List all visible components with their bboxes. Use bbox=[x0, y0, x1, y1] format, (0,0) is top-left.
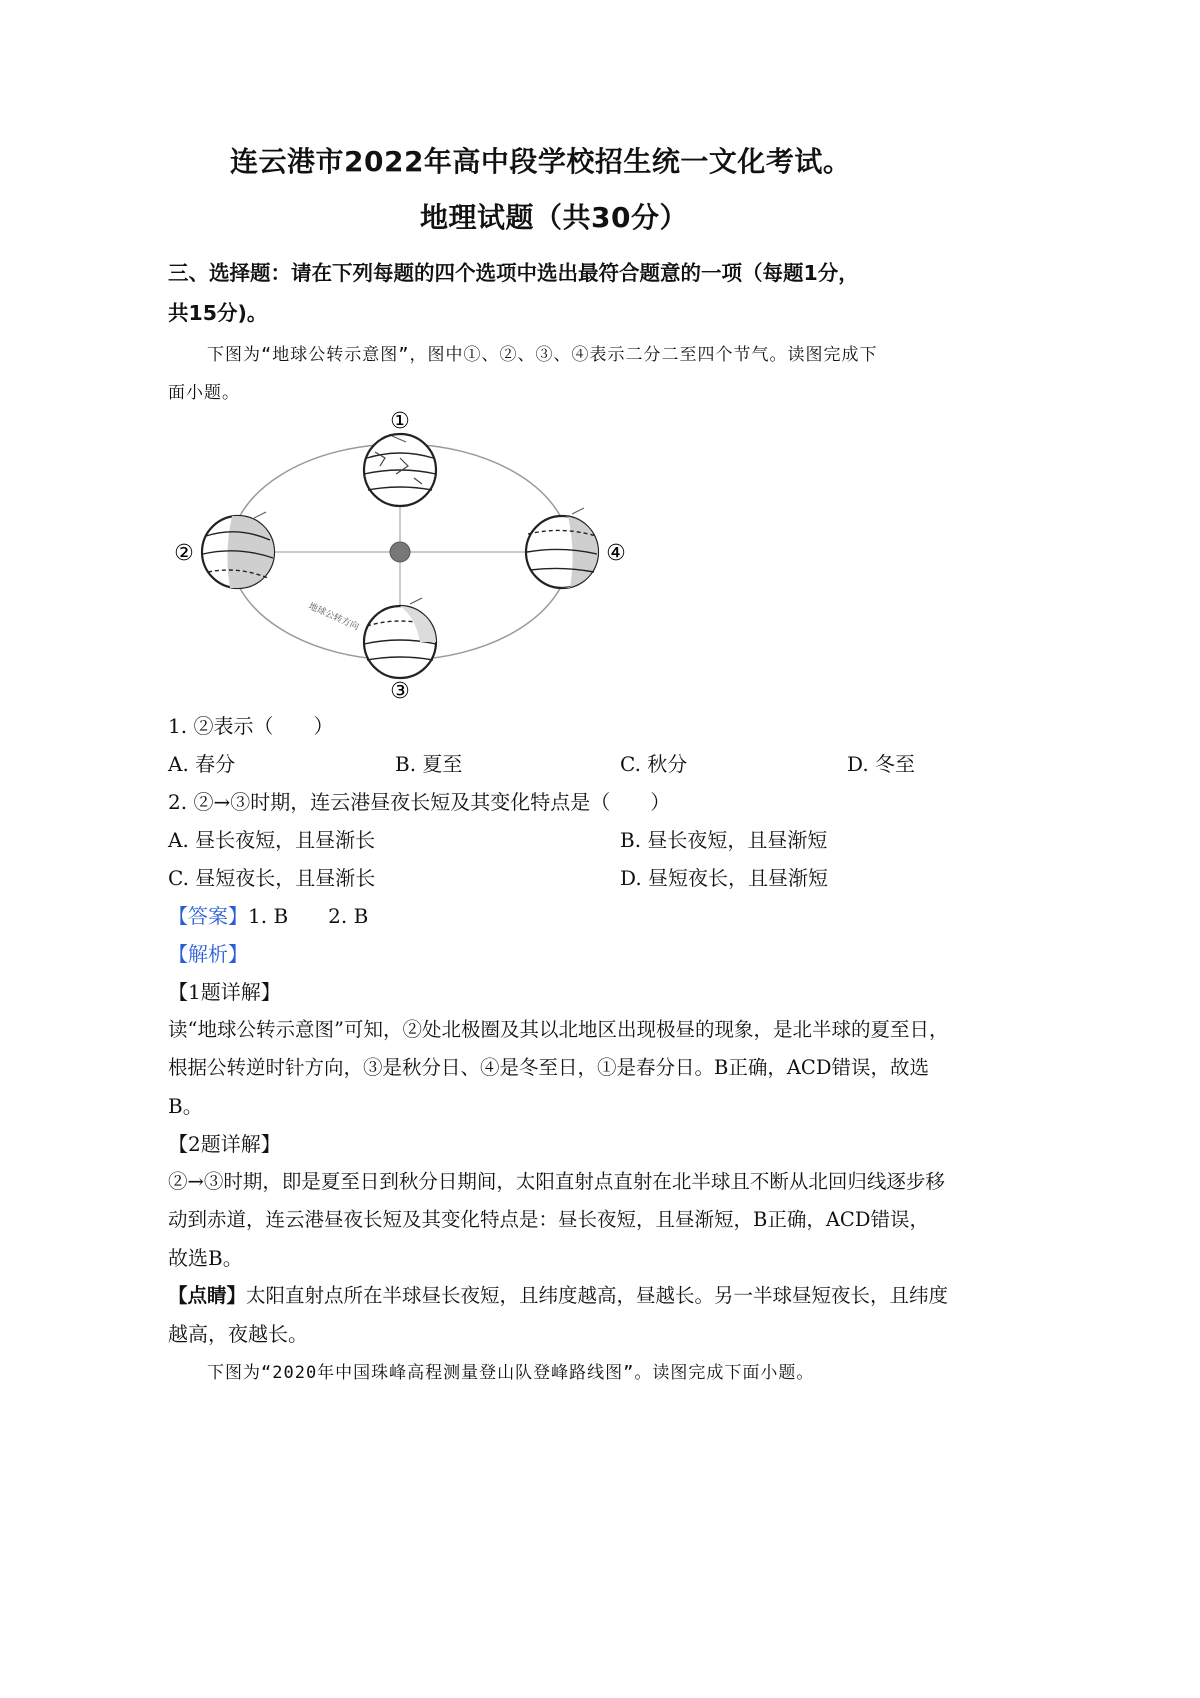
answer-line bbox=[168, 900, 368, 929]
intro2-line1: 下图为“2020年中国珠峰高程测量登山队登峰路线图”。读图完成下面小题。 bbox=[207, 1363, 815, 1383]
answer-tag: 【答案】 bbox=[168, 904, 248, 928]
globe-2 bbox=[202, 512, 274, 588]
orbit-direction-label: 地球公转方向 bbox=[306, 601, 361, 633]
tip-tag: 【点睛】 bbox=[168, 1284, 247, 1307]
globe-1 bbox=[364, 434, 436, 506]
globe-3 bbox=[364, 598, 436, 678]
q2-stem: 2. ②→③时期，连云港昼夜长短及其变化特点是（ ） bbox=[168, 790, 671, 814]
intro1-line1: 下图为“地球公转示意图”，图中①、②、③、④表示二分二至四个节气。读图完成下 bbox=[207, 345, 878, 365]
detail1-line1: 读“地球公转示意图”可知，②处北极圈及其以北地区出现极昼的现象，是北半球的夏至日， bbox=[168, 1018, 949, 1041]
figure-label-1: ① bbox=[390, 409, 410, 434]
detail2-line2: 动到赤道，连云港昼夜长短及其变化特点是：昼长夜短，且昼渐短，B正确，ACD错误， bbox=[168, 1208, 929, 1231]
detail2-title: 【2题详解】 bbox=[168, 1132, 281, 1156]
detail2-line3: 故选B。 bbox=[168, 1246, 243, 1270]
q1-stem: 1. ②表示（ ） bbox=[168, 714, 334, 738]
exam-title: 连云港市2022年高中段学校招生统一文化考试。 bbox=[230, 145, 852, 178]
figure-label-2: ② bbox=[174, 541, 194, 566]
figure-label-3: ③ bbox=[390, 679, 410, 704]
q2-option-d: D. 昼短夜长，且昼渐短 bbox=[620, 866, 829, 890]
q1-option-b: B. 夏至 bbox=[395, 752, 463, 776]
q2-option-a: A. 昼长夜短，且昼渐长 bbox=[168, 828, 376, 852]
tip-line2: 越高，夜越长。 bbox=[168, 1322, 308, 1346]
analysis-tag: 【解析】 bbox=[168, 942, 248, 966]
intro1-line2: 面小题。 bbox=[168, 383, 240, 403]
q1-option-c: C. 秋分 bbox=[620, 752, 688, 776]
answer-text: 1. B 2. B bbox=[248, 904, 369, 928]
detail1-line2: 根据公转逆时针方向，③是秋分日、④是冬至日，①是春分日。B正确，ACD错误，故选 bbox=[168, 1056, 929, 1079]
detail2-line1: ②→③时期，即是夏至日到秋分日期间，太阳直射点直射在北半球且不断从北回归线逐步移 bbox=[168, 1170, 945, 1193]
exam-subtitle: 地理试题（共30分） bbox=[420, 201, 688, 234]
tip-text: 太阳直射点所在半球昼长夜短，且纬度越高，昼越长。另一半球昼短夜长，且纬度 bbox=[246, 1284, 949, 1307]
sun-icon bbox=[390, 542, 410, 562]
q2-option-b: B. 昼长夜短，且昼渐短 bbox=[620, 828, 828, 852]
figure-label-4: ④ bbox=[606, 541, 626, 566]
q1-option-a: A. 春分 bbox=[168, 752, 236, 776]
detail1-title: 【1题详解】 bbox=[168, 980, 281, 1004]
section-heading-line2: 共15分)。 bbox=[168, 301, 268, 325]
q2-option-c: C. 昼短夜长，且昼渐长 bbox=[168, 866, 376, 890]
tip-line1 bbox=[168, 1280, 948, 1308]
section-heading-line1: 三、选择题：请在下列每题的四个选项中选出最符合题意的一项（每题1分， bbox=[168, 261, 859, 285]
globe-4 bbox=[526, 508, 598, 588]
detail1-line3: B。 bbox=[168, 1094, 203, 1118]
earth-revolution-diagram bbox=[170, 408, 630, 708]
q1-option-d: D. 冬至 bbox=[847, 752, 916, 776]
